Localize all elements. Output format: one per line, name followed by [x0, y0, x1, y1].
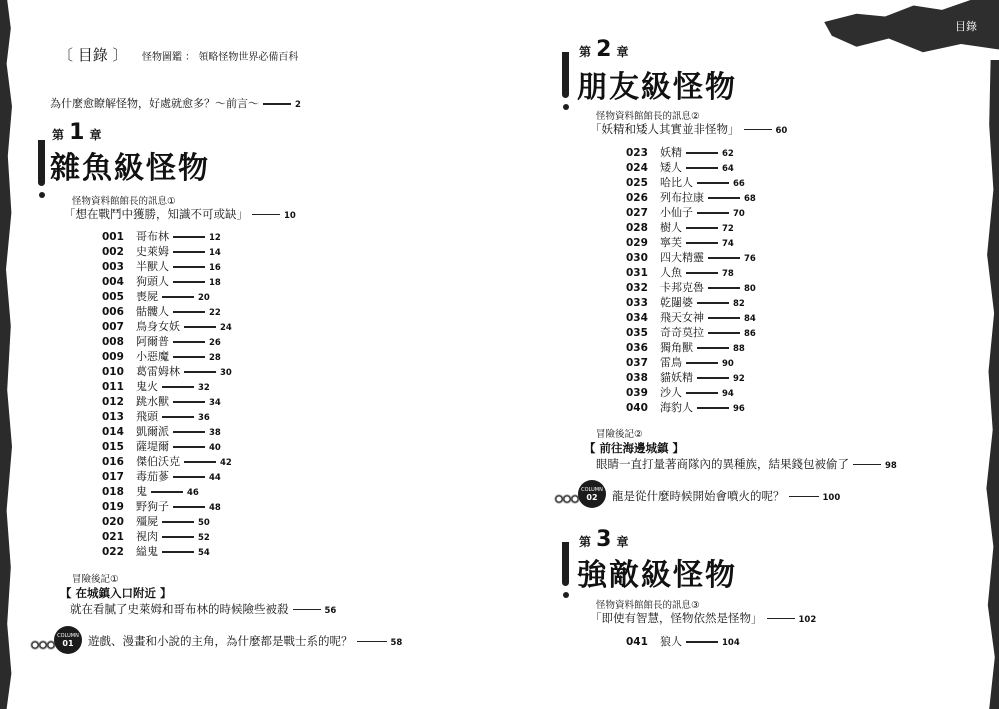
list-item[interactable]: 017 毒茄蔘 44	[102, 470, 221, 483]
list-item[interactable]: 022 縊鬼 54	[102, 545, 210, 558]
list-item[interactable]: 007 鳥身女妖 24	[102, 320, 232, 333]
list-item[interactable]: 028 樹人 72	[626, 221, 734, 234]
list-item[interactable]: 023 妖精 62	[626, 146, 734, 159]
list-item[interactable]: 033 乾闥婆 82	[626, 296, 745, 309]
adventure-note: 就在看膩了史萊姆和哥布林的時候險些被殺 56	[70, 602, 337, 616]
chapter-2-label: 第 2 章	[579, 37, 629, 62]
preface-page: 2	[295, 100, 301, 110]
chapter-3-number: 3	[596, 527, 612, 552]
toc-subtitle: 怪物圖鑑 ： 領略怪物世界必備百科	[142, 52, 299, 63]
list-item[interactable]: 034 飛天女神 84	[626, 311, 756, 324]
list-item[interactable]: 041 狼人 104	[626, 635, 740, 648]
chapter-3-message-label: 怪物資料館館長的訊息③	[596, 600, 700, 611]
list-item[interactable]: 003 半獸人 16	[102, 260, 221, 273]
list-item[interactable]: 030 四大精靈 76	[626, 251, 756, 264]
list-item[interactable]: 015 薩堤爾 40	[102, 440, 221, 453]
chapter-2-message-label: 怪物資料館館長的訊息②	[596, 111, 700, 122]
list-item[interactable]: 010 葛雷姆林 30	[102, 365, 232, 378]
list-item[interactable]: 011 鬼火 32	[102, 380, 210, 393]
list-item[interactable]: 005 喪屍 20	[102, 290, 210, 303]
torn-right-edge	[985, 60, 999, 709]
chapter-1-label: 第 1 章	[52, 120, 102, 145]
running-header: 目錄	[955, 20, 977, 33]
list-item[interactable]: 037 雷鳥 90	[626, 356, 734, 369]
preface-title: 為什麼愈瞭解怪物，好處就愈多？～前言～	[50, 97, 259, 110]
list-item[interactable]: 024 矮人 64	[626, 161, 734, 174]
chapter-3-title: 強敵級怪物	[577, 558, 737, 593]
adventure-note-label: 冒險後記①	[72, 574, 119, 585]
list-item[interactable]: 006 骷髏人 22	[102, 305, 221, 318]
adventure-note-label: 冒險後記②	[596, 429, 643, 440]
list-item[interactable]: 016 傑伯沃克 42	[102, 455, 232, 468]
list-item[interactable]: 004 狗頭人 18	[102, 275, 221, 288]
ink-drip	[562, 52, 569, 98]
chapter-2-title: 朋友級怪物	[577, 70, 737, 105]
ink-drop	[563, 104, 569, 110]
adventure-note-title: 【 在城鎮入口附近 】	[60, 586, 172, 600]
toc-title: 〔 目錄 〕	[58, 46, 128, 64]
list-item[interactable]: 038 貓妖精 92	[626, 371, 745, 384]
chapter-3-label: 第 3 章	[579, 527, 629, 552]
list-item[interactable]: 013 飛頭 36	[102, 410, 210, 423]
list-item[interactable]: 035 奇奇莫拉 86	[626, 326, 756, 339]
adventure-note: 眼睛一直打量著商隊內的異種族，結果錢包被偷了 98	[596, 457, 897, 471]
ink-drip	[38, 140, 45, 186]
list-item[interactable]: 020 殭屍 50	[102, 515, 210, 528]
list-item[interactable]: 025 哈比人 66	[626, 176, 745, 189]
list-item[interactable]: 039 沙人 94	[626, 386, 734, 399]
chapter-1-title: 雜魚級怪物	[50, 151, 210, 186]
ink-drip	[562, 542, 569, 586]
column-entry[interactable]: 龍是從什麼時候開始會噴火的呢？ 100	[612, 489, 841, 503]
chapter-3-message: 「即使有智慧，怪物依然是怪物」 102	[590, 611, 817, 625]
chapter-1-message-label: 怪物資料館館長的訊息①	[72, 196, 176, 207]
chapter-2-number: 2	[596, 37, 612, 62]
leader-rule	[263, 103, 291, 105]
list-item[interactable]: 019 野狗子 48	[102, 500, 221, 513]
list-item[interactable]: 001 哥布林 12	[102, 230, 221, 243]
list-item[interactable]: 040 海豹人 96	[626, 401, 745, 414]
chain-decoration	[554, 494, 580, 504]
list-item[interactable]: 029 寧芙 74	[626, 236, 734, 249]
list-item[interactable]: 002 史萊姆 14	[102, 245, 221, 258]
list-item[interactable]: 031 人魚 78	[626, 266, 734, 279]
column-badge: COLUMN 01	[54, 626, 82, 654]
ink-drop	[39, 192, 45, 198]
list-item[interactable]: 021 視肉 52	[102, 530, 210, 543]
list-item[interactable]: 036 獨角獸 88	[626, 341, 745, 354]
chain-decoration	[30, 640, 56, 650]
column-entry[interactable]: 遊戲、漫畫和小說的主角，為什麼都是戰士系的呢？ 58	[88, 634, 403, 648]
preface-line	[50, 95, 301, 111]
toc-title-block	[58, 44, 298, 65]
list-item[interactable]: 014 凱爾派 38	[102, 425, 221, 438]
torn-left-edge	[0, 0, 12, 709]
column-badge: COLUMN 02	[578, 480, 606, 508]
list-item[interactable]: 032 卡邦克魯 80	[626, 281, 756, 294]
list-item[interactable]: 012 跳水獸 34	[102, 395, 221, 408]
chapter-1-number: 1	[69, 120, 85, 145]
list-item[interactable]: 018 鬼 46	[102, 485, 199, 498]
list-item[interactable]: 008 阿爾普 26	[102, 335, 221, 348]
chapter-2-message: 「妖精和矮人其實並非怪物」 60	[590, 122, 788, 136]
ink-drop	[563, 592, 569, 598]
adventure-note-title: 【 前往海邊城鎮 】	[584, 441, 685, 455]
chapter-1-message: 「想在戰鬥中獲勝，知識不可或缺」 10	[64, 207, 296, 221]
list-item[interactable]: 027 小仙子 70	[626, 206, 745, 219]
list-item[interactable]: 026 列布拉康 68	[626, 191, 756, 204]
list-item[interactable]: 009 小惡魔 28	[102, 350, 221, 363]
